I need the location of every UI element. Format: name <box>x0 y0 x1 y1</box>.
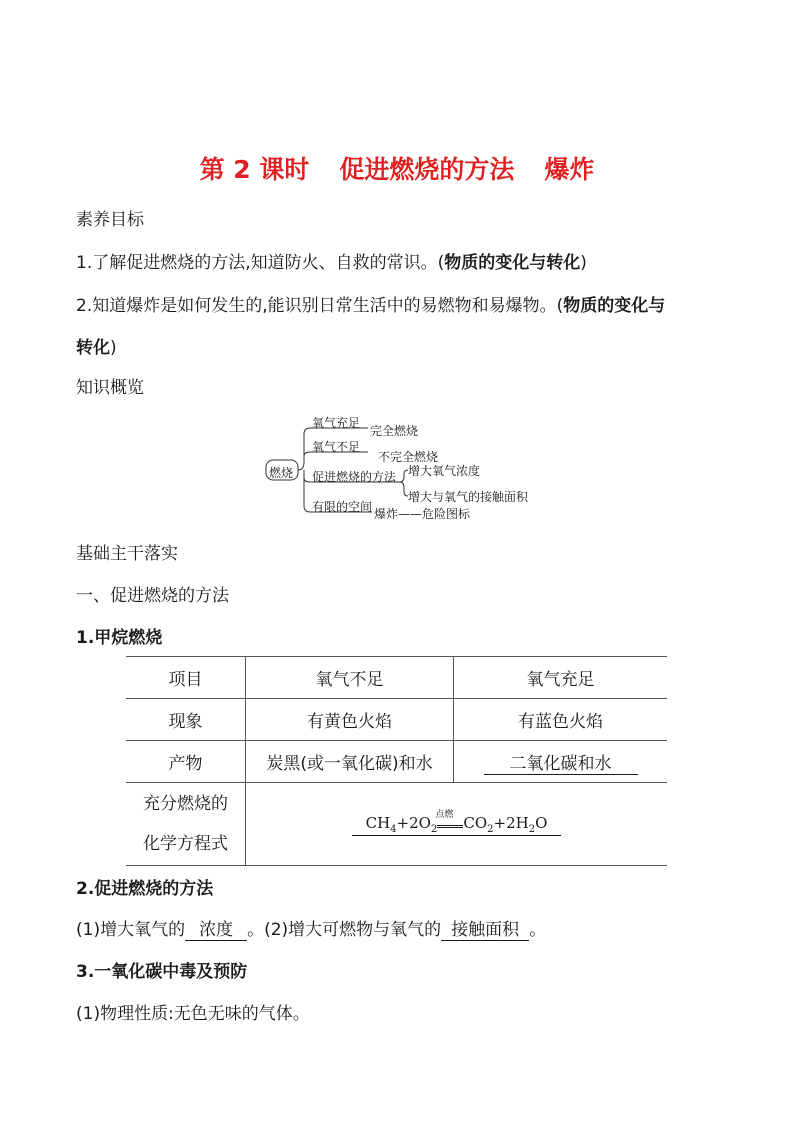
goal-1-core: 物质的变化与转化 <box>444 253 581 273</box>
concept-map <box>264 412 534 524</box>
goal-1 <box>76 253 587 273</box>
page-title <box>0 150 794 186</box>
co-heading: 3.一氧化碳中毒及预防 <box>76 962 248 982</box>
table-row <box>126 699 667 741</box>
table-cell: 氧气充足 <box>454 657 668 699</box>
goal-2-wrap <box>76 338 117 358</box>
title-explosion: 爆炸 <box>544 155 595 184</box>
table-row <box>126 741 667 783</box>
table-cell: 有黄色火焰 <box>246 699 454 741</box>
title-lesson: 第 2 课时 <box>199 155 310 184</box>
goal-2-text: 2.知道爆炸是如何发生的,能识别日常生活中的易燃物和易爆物。( <box>76 296 564 316</box>
title-topic: 促进燃烧的方法 <box>339 155 515 184</box>
eq-o-end: O <box>535 813 548 832</box>
part-one-heading: 一、促进燃烧的方法 <box>76 586 229 606</box>
methods-a: (1)增大氧气的 <box>76 920 186 940</box>
methods-b: 。(2)增大可燃物与氧气的 <box>247 920 442 940</box>
map-branch-oxygen-insufficient: 氧气不足 <box>312 440 361 454</box>
methods-end: 。 <box>529 920 547 940</box>
eq-sub: 4 <box>390 823 397 835</box>
methods-line <box>76 920 546 941</box>
map-branch-oxygen-sufficient: 氧气充足 <box>312 416 361 430</box>
methane-table <box>126 656 667 866</box>
methods-heading: 2.促进燃烧的方法 <box>76 879 214 899</box>
table-cell: 现象 <box>126 699 246 741</box>
map-incomplete-combustion: 不完全燃烧 <box>378 450 439 464</box>
eq-co: CO <box>463 813 488 832</box>
goal-1-end: ) <box>580 253 587 273</box>
answer-blank: 接触面积 <box>441 920 529 941</box>
goal-2-end: ) <box>110 338 117 358</box>
map-increase-contact: 增大与氧气的接触面积 <box>408 490 529 504</box>
table-cell: 项目 <box>126 657 246 699</box>
answer-blank: 二氧化碳和水 <box>484 749 638 775</box>
map-complete-combustion: 完全燃烧 <box>370 424 419 438</box>
answer-blank: 浓度 <box>185 920 247 941</box>
goal-2-core: 物质的变化与 <box>563 296 666 316</box>
table-cell: 炭黑(或一氧化碳)和水 <box>246 741 454 783</box>
map-increase-oxygen: 增大氧气浓度 <box>408 464 481 478</box>
equation-cell <box>246 783 668 866</box>
overview-heading: 知识概览 <box>76 378 144 398</box>
table-row <box>126 657 667 699</box>
map-branch-promote: 促进燃烧的方法 <box>312 470 397 484</box>
chemical-equation <box>352 809 562 836</box>
co-property: (1)物理性质:无色无味的气体。 <box>76 1004 310 1024</box>
reaction-arrow <box>435 809 463 828</box>
map-explosion: 爆炸——危险图标 <box>374 507 471 521</box>
eq-h: +2H <box>493 813 529 832</box>
map-branch-limited-space: 有限的空间 <box>312 500 373 514</box>
map-center: 燃烧 <box>269 466 294 480</box>
equation-label-line2: 化学方程式 <box>143 834 228 854</box>
equation-label-line1: 充分燃烧的 <box>143 794 228 814</box>
eq-ch: CH <box>365 813 391 832</box>
table-cell: 有蓝色火焰 <box>454 699 668 741</box>
table-cell <box>126 783 246 866</box>
table-row <box>126 783 667 866</box>
goals-heading: 素养目标 <box>76 210 144 230</box>
table-cell: 产物 <box>126 741 246 783</box>
table-cell: 氧气不足 <box>246 657 454 699</box>
basics-heading: 基础主干落实 <box>76 544 178 564</box>
goal-1-text: 1.了解促进燃烧的方法,知道防火、自救的常识。( <box>76 253 445 273</box>
goal-2-core-wrap: 转化 <box>76 338 110 358</box>
goal-2 <box>76 296 665 316</box>
eq-sub: 2 <box>487 823 494 835</box>
reaction-condition: 点燃 <box>435 809 454 820</box>
table-cell <box>454 741 668 783</box>
eq-o: +2O <box>396 813 431 832</box>
methane-heading: 1.甲烷燃烧 <box>76 628 163 648</box>
eq-sub: 2 <box>528 823 536 835</box>
eq-sub: 2 <box>430 823 438 835</box>
